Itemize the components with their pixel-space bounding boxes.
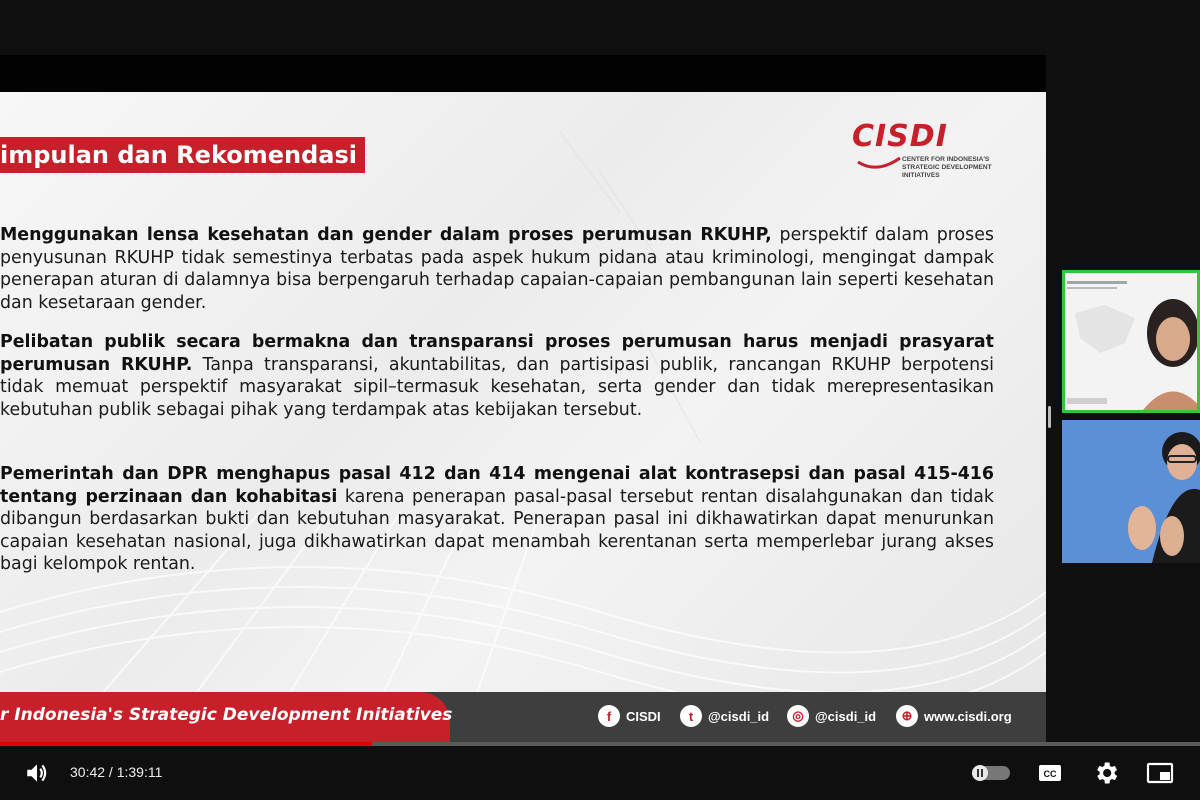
presenter-video-icon	[1065, 273, 1197, 410]
social-facebook	[598, 705, 661, 727]
player-controls	[0, 746, 1200, 800]
social-website-label: www.cisdi.org	[924, 708, 1012, 724]
autoplay-toggle-icon[interactable]	[972, 765, 1010, 781]
layout-resize-handle[interactable]	[1048, 406, 1051, 428]
logo-subtitle: CENTER FOR INDONESIA'S STRATEGIC DEVELOPMENT INITIATIVES	[902, 156, 992, 179]
paragraph-3-bold: Pemerintah dan DPR menghapus pasal 412 dan 414 mengenai alat kontrasepsi dan pasal 415-416 tentang perzinaan dan kohabitasi	[0, 464, 994, 507]
paragraph-3-text: karena penerapan pasal-pasal tersebut rentan disalahgunakan dan tidak dibangun berdasarkan bukti dan kebutuhan masyarakat. Penerapan pasal ini dikhawatirkan dapat menurunkan capaian kesehatan nasional, juga dikhawatirkan dapat menambah kerentanan serta memperlebar jurang akses bagi kelompok rentan.	[0, 486, 994, 575]
social-twitter	[680, 705, 769, 727]
social-instagram	[787, 705, 876, 727]
paragraph-2-text: Tanpa transparansi, akuntabilitas, dan partisipasi publik, rancangan RKUHP berpotensi tidak memuat perspektif masyarakat sipil–termasuk kesehatan, serta gender dan tidak merepresentasikan kebutuhan publik sebagai pihak yang terdampak atas kebijakan tersebut.	[0, 354, 994, 420]
interpreter-video-icon	[1062, 420, 1200, 563]
slide-title: impulan dan Rekomendasi	[0, 137, 365, 173]
volume-icon[interactable]	[24, 760, 50, 786]
presentation-slide	[0, 92, 1046, 742]
social-instagram-label: @cisdi_id	[815, 708, 877, 724]
social-website	[896, 705, 1012, 727]
facebook-icon: f	[598, 705, 620, 727]
instagram-icon: ◎	[787, 705, 809, 727]
footer-tagline-band	[0, 692, 453, 742]
captions-icon[interactable]	[1037, 760, 1063, 786]
cisdi-logo	[852, 119, 992, 182]
recommendation-paragraph-3	[0, 463, 994, 576]
paragraph-1-text: perspektif dalam proses penyusunan RKUHP tidak semestinya terbatas pada aspek hukum pidana atau kriminologi, mengingat dampak penerapan aturan di dalamnya bisa berpengaruh terhadap capaian-capaian pembangunan lain seperti kesehatan dan kesetaraan gender.	[0, 225, 994, 313]
footer-tagline: r Indonesia's Strategic Development Initiatives	[0, 705, 453, 725]
recommendation-paragraph-1	[0, 224, 994, 314]
time-display: 30:42 / 1:39:11	[70, 764, 163, 780]
paragraph-2-bold: Pelibatan publik secara bermakna dan transparansi proses perumusan harus menjadi prasyarat perumusan RKUHP.	[0, 332, 994, 375]
settings-gear-icon[interactable]	[1092, 759, 1120, 787]
recommendation-paragraph-2	[0, 331, 994, 421]
twitter-icon: t	[680, 705, 702, 727]
social-twitter-label: @cisdi_id	[708, 708, 770, 724]
svg-text:CC: CC	[1043, 769, 1057, 779]
miniplayer-icon[interactable]	[1146, 760, 1174, 786]
social-facebook-label: CISDI	[626, 708, 661, 724]
paragraph-1-bold: Menggunakan lensa kesehatan dan gender dalam proses perumusan RKUHP,	[0, 225, 772, 245]
globe-icon: ⊕	[896, 705, 918, 727]
letterbox-band	[0, 55, 1046, 92]
participant-tile-presenter[interactable]	[1062, 270, 1200, 413]
logo-wordmark: CISDI	[852, 119, 948, 154]
participant-tile-interpreter[interactable]	[1062, 420, 1200, 563]
slide-footer	[0, 692, 1046, 742]
